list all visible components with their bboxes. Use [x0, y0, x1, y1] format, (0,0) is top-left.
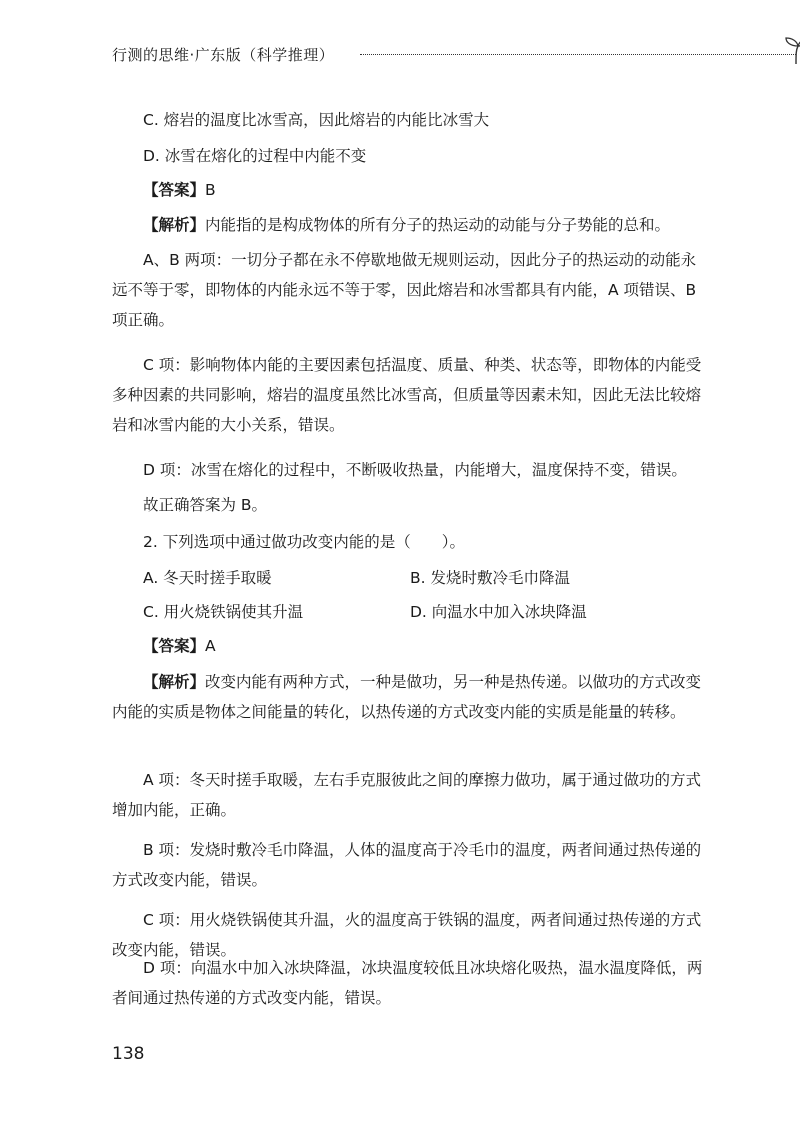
q2-option-b: B. 发烧时敷冷毛巾降温: [410, 569, 570, 587]
q2-question: 2. 下列选项中通过做功改变内能的是（ ）。: [143, 533, 465, 551]
q2-analysis-b: B 项：发烧时敷冷毛巾降温，人体的温度高于冷毛巾的温度，两者间通过热传递的方式改变内能，错误。: [112, 841, 702, 889]
analysis-text: 内能指的是构成物体的所有分子的热运动的动能与分子势能的总和。: [205, 216, 671, 234]
q1-analysis-ab: A、B 两项：一切分子都在永不停歇地做无规则运动，因此分子的热运动的动能永远不等于零，即物体的内能永远不等于零，因此熔岩和冰雪都具有内能，A 项错误、B 项正确。: [112, 251, 697, 329]
q1-answer: [112, 175, 704, 205]
q1-option-c: C. 熔岩的温度比冰雪高，因此熔岩的内能比冰雪大: [143, 111, 490, 129]
header-title: 行测的思维·广东版（科学推理）: [112, 46, 335, 64]
header-rule: [360, 54, 796, 55]
answer-label: 【答案】: [143, 637, 206, 655]
answer-value: A: [205, 637, 216, 655]
q2-analysis-d: D 项：向温水中加入冰块降温，冰块温度较低且冰块熔化吸热，温水温度降低，两者间通过热传递的方式改变内能，错误。: [112, 959, 703, 1007]
analysis-text: 改变内能有两种方式，一种是做功，另一种是热传递。以做功的方式改变内能的实质是物体之间能量的转化，以热传递的方式改变内能的实质是能量的转移。: [112, 673, 702, 721]
q2-answer: [112, 631, 704, 661]
q2-analysis-intro: [112, 667, 704, 727]
analysis-label: 【解析】: [143, 673, 206, 691]
q1-analysis-intro: [112, 210, 704, 240]
running-header: [112, 40, 712, 70]
q1-analysis-c: C 项：影响物体内能的主要因素包括温度、质量、种类、状态等，即物体的内能受多种因素的共同影响，熔岩的温度虽然比冰雪高，但质量等因素未知，因此无法比较熔岩和冰雪内能的大小关系，错误。: [112, 356, 702, 434]
q2-analysis-c: C 项：用火烧铁锅使其升温，火的温度高于铁锅的温度，两者间通过热传递的方式改变内能，错误。: [112, 911, 702, 959]
q2-analysis-a: A 项：冬天时搓手取暖，左右手克服彼此之间的摩擦力做功，属于通过做功的方式增加内能，正确。: [112, 771, 702, 819]
q1-option-d: D. 冰雪在熔化的过程中内能不变: [143, 147, 367, 165]
q1-analysis-d: D 项：冰雪在熔化的过程中，不断吸收热量，内能增大，温度保持不变，错误。: [143, 461, 687, 479]
answer-value: B: [205, 181, 216, 199]
q2-option-c: C. 用火烧铁锅使其升温: [143, 603, 304, 621]
answer-label: 【答案】: [143, 181, 206, 199]
q1-conclusion: 故正确答案为 B。: [143, 496, 268, 514]
sprout-icon: [782, 34, 800, 68]
analysis-label: 【解析】: [143, 216, 206, 234]
q2-option-d: D. 向温水中加入冰块降温: [410, 603, 587, 621]
q2-option-a: A. 冬天时搓手取暖: [143, 569, 272, 587]
page-number: 138: [112, 1044, 145, 1064]
